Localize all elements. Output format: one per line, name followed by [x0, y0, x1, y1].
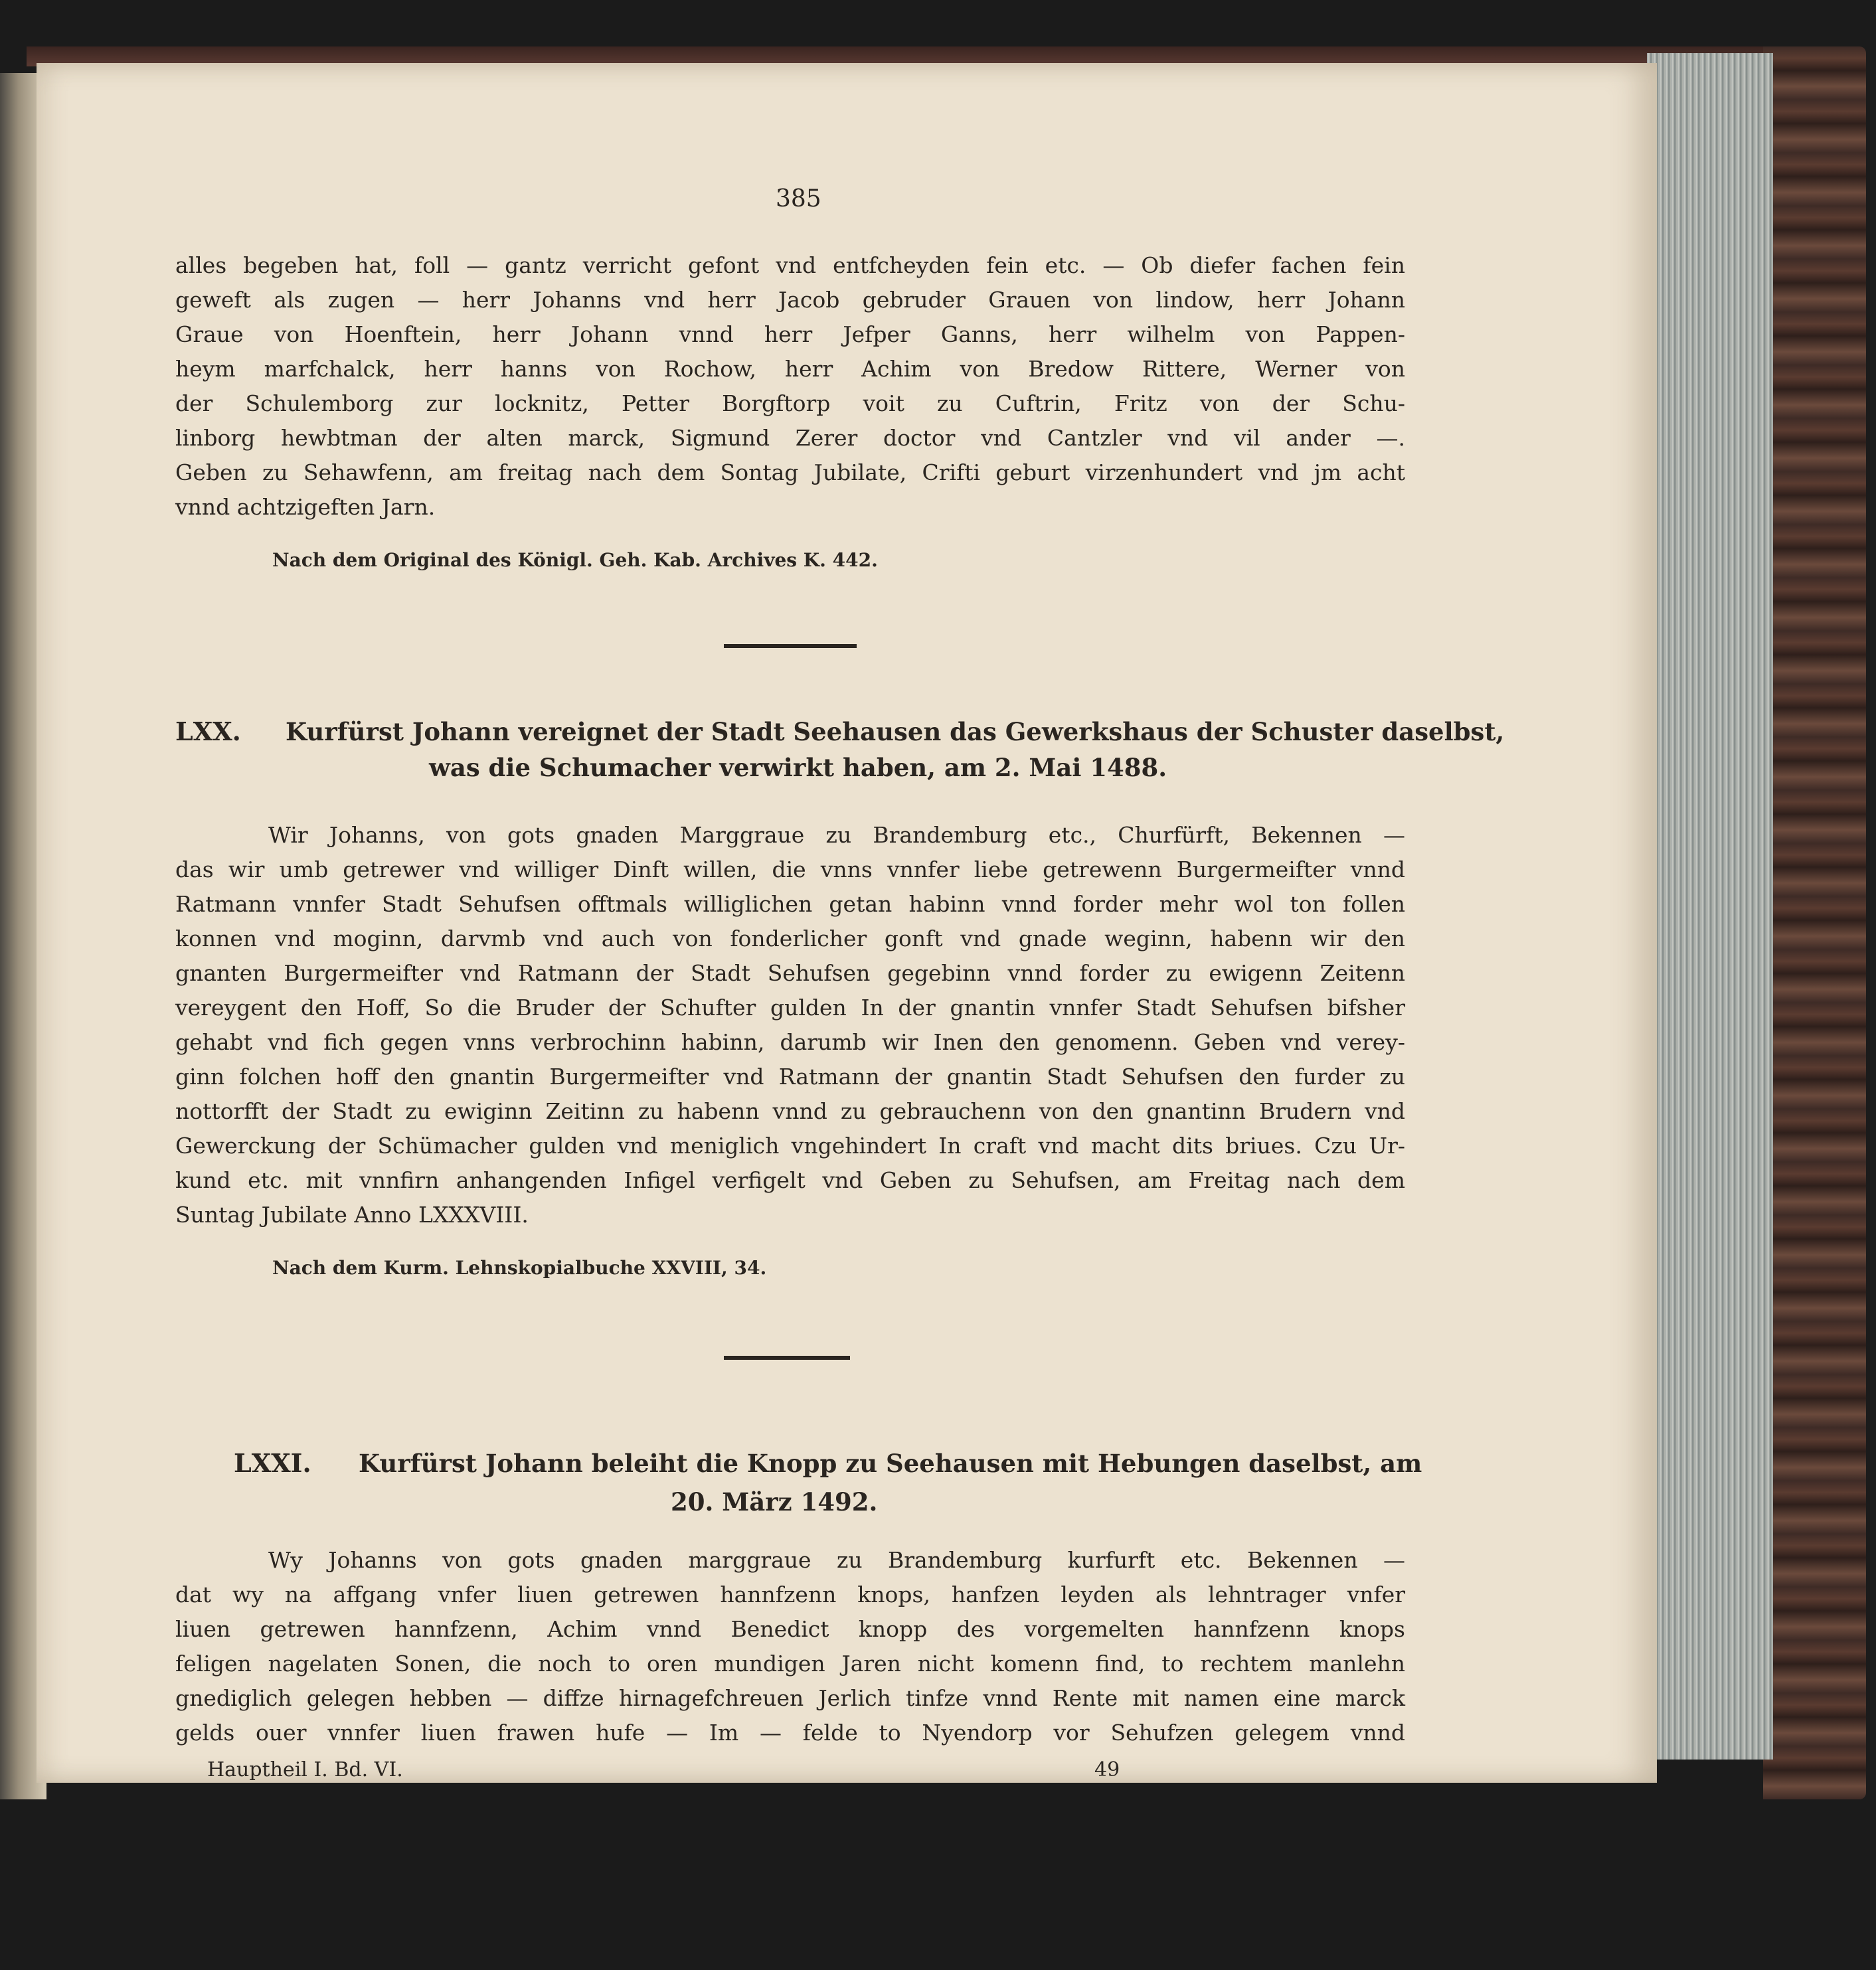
text-line: linborg hewbtman der alten marck, Sigmund Zerer doctor vnd Cantzler vnd vil ander —.	[175, 425, 1405, 451]
text-line: Gewerckung der Schümacher gulden vnd meniglich vngehindert In craft vnd macht dits briues. Czu Ur-	[175, 1133, 1405, 1159]
text-line: vnnd achtzigeften Jarn.	[175, 494, 436, 520]
text-line: konnen vnd moginn, darvmb vnd auch von fonderlicher gonft vnd gnade weginn, habenn wir den	[175, 926, 1405, 951]
text-line: das wir umb getrewer vnd williger Dinft willen, die vnns vnnfer liebe getrewenn Burgermeifter vnnd	[175, 857, 1405, 882]
signature-mark: Hauptheil I. Bd. VI.	[207, 1758, 403, 1781]
text-line: geweft als zugen — herr Johanns vnd herr Jacob gebruder Grauen von lindow, herr Johann	[175, 287, 1405, 313]
text-line: dat wy na affgang vnfer liuen getrewen hannfzenn knops, hanfzen leyden als lehntrager vnfer	[175, 1582, 1405, 1607]
text-line: ginn folchen hoff den gnantin Burgermeifter vnd Ratmann der gnantin Stadt Sehufsen den furder zu	[175, 1064, 1405, 1090]
document-title: Kurfürst Johann vereignet der Stadt Seehausen das Gewerkshaus der Schuster daselbst,	[286, 717, 1505, 746]
text-line: Graue von Hoenftein, herr Johann vnnd herr Jefper Ganns, herr wilhelm von Pappen-	[175, 321, 1405, 347]
section-divider	[724, 1356, 850, 1360]
text-line: liuen getrewen hannfzenn, Achim vnnd Benedict knopp des vorgemelten hannfzenn knops	[175, 1616, 1405, 1642]
document-title: Kurfürst Johann beleiht die Knopp zu Seehausen mit Hebungen daselbst, am	[359, 1449, 1422, 1478]
text-line: Wir Johanns, von gots gnaden Marggraue zu Brandemburg etc., Churfürft, Bekennen —	[268, 822, 1405, 848]
section-divider	[724, 644, 857, 648]
text-line: nottorfft der Stadt zu ewiginn Zeitinn zu habenn vnnd zu gebrauchenn von den gnantinn Brudern vnd	[175, 1098, 1405, 1124]
page-number: 385	[776, 185, 821, 212]
book-cover-right	[1763, 46, 1866, 1799]
text-line: gnediglich gelegen hebben — diffze hirnagefchreuen Jerlich tinfze vnnd Rente mit namen eine marck	[175, 1685, 1405, 1711]
text-line: feligen nagelaten Sonen, die noch to oren mundigen Jaren nicht komenn find, to rechtem manlehn	[175, 1651, 1405, 1677]
text-line: Ratmann vnnfer Stadt Sehufsen offtmals williglichen getan habinn vnnd forder mehr wol ton follen	[175, 891, 1405, 917]
document-number: LXX.	[175, 716, 241, 746]
text-line: der Schulemborg zur locknitz, Petter Borgftorp voit zu Cuftrin, Fritz von der Schu-	[175, 390, 1405, 416]
text-line: Geben zu Sehawfenn, am freitag nach dem Sontag Jubilate, Crifti geburt virzenhundert vnd jm acht	[175, 459, 1405, 485]
document-number: LXXI.	[234, 1448, 311, 1478]
text-line: Suntag Jubilate Anno LXXXVIII.	[175, 1202, 529, 1228]
document-title: was die Schumacher verwirkt haben, am 2. Mai 1488.	[429, 753, 1167, 782]
text-line: kund etc. mit vnnfirn anhangenden Infigel verfigelt vnd Geben zu Sehufsen, am Freitag nach dem	[175, 1167, 1405, 1193]
text-line: gehabt vnd fich gegen vnns verbrochinn habinn, darumb wir Inen den genomenn. Geben vnd verey-	[175, 1029, 1405, 1055]
page-edges	[1647, 53, 1773, 1760]
text-line: gnanten Burgermeifter vnd Ratmann der Stadt Sehufsen gegebinn vnnd forder zu ewigenn Zeitenn	[175, 960, 1405, 986]
document-title: 20. März 1492.	[671, 1487, 878, 1517]
text-line: gelds ouer vnnfer liuen frawen hufe — Im — felde to Nyendorp vor Sehufzen gelegem vnnd	[175, 1720, 1405, 1746]
text-line: alles begeben hat, foll — gantz verricht gefont vnd entfcheyden fein etc. — Ob diefer fachen fein	[175, 252, 1405, 278]
text-line: heym marfchalck, herr hanns von Rochow, herr Achim von Bredow Rittere, Werner von	[175, 356, 1405, 382]
text-line: vereygent den Hoff, So die Bruder der Schufter gulden In der gnantin vnnfer Stadt Sehufsen bifsher	[175, 995, 1405, 1021]
sheet-number: 49	[1094, 1758, 1120, 1781]
source-note: Nach dem Original des Königl. Geh. Kab. Archives K. 442.	[272, 549, 878, 571]
source-note: Nach dem Kurm. Lehnskopialbuche XXVIII, 34.	[272, 1257, 767, 1279]
text-line: Wy Johanns von gots gnaden marggraue zu Brandemburg kurfurft etc. Bekennen —	[268, 1547, 1405, 1573]
